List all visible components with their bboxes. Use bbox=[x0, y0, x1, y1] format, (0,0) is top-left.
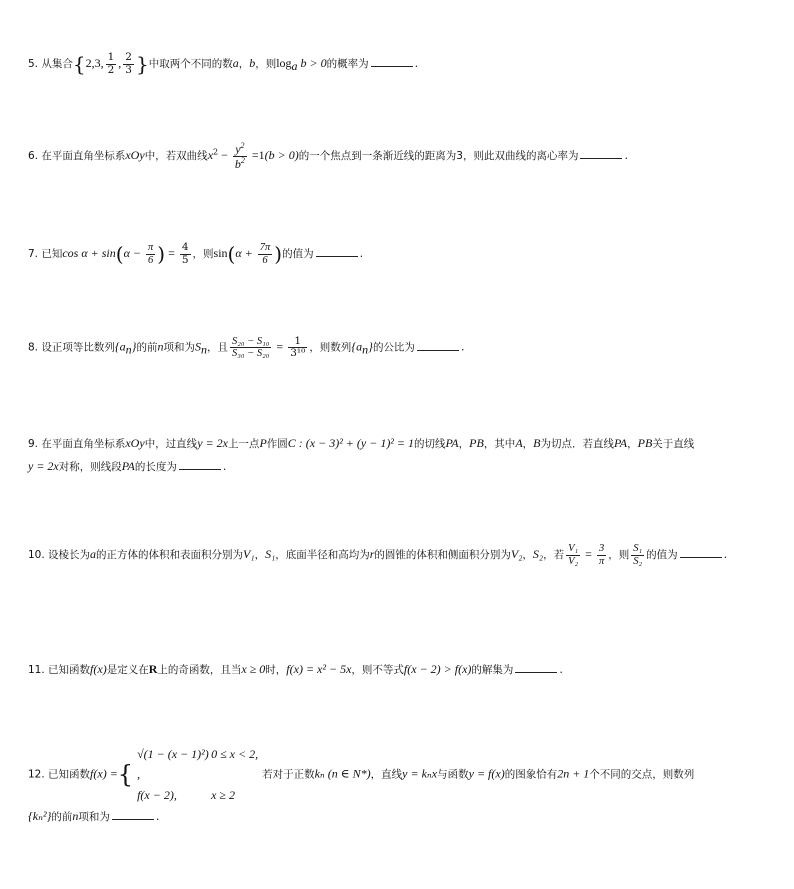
q7-text-1: 7. 已知 bbox=[28, 248, 63, 260]
q5-answer-blank bbox=[371, 56, 413, 67]
q8-text-6: 的公比为 bbox=[372, 341, 415, 354]
q12-n: n bbox=[72, 809, 79, 824]
q12-text-3: ，直线 bbox=[370, 768, 403, 781]
q9-circle: C : (x − 3)² + (y − 1)² = 1 bbox=[287, 436, 415, 450]
q8-answer-blank bbox=[417, 340, 459, 351]
question-11 bbox=[28, 660, 754, 679]
q5-var-a: a bbox=[232, 56, 239, 70]
q9-text-6: ，其中 bbox=[483, 438, 516, 450]
q12-text-6: 个不同的交点，则数列 bbox=[589, 768, 695, 781]
q9-A: A bbox=[515, 436, 523, 450]
q5-log: log bbox=[276, 56, 292, 70]
q8-an-close: } bbox=[131, 339, 137, 354]
q7-inner2: α + bbox=[235, 246, 256, 260]
q6-frac bbox=[233, 142, 247, 170]
q7-answer-blank bbox=[316, 246, 358, 257]
q7-expr1: cos α + sin bbox=[62, 246, 116, 260]
q12-count: 2n + 1 bbox=[557, 766, 590, 781]
q7-paren-open-1: ( bbox=[115, 242, 124, 266]
q9-PA-2: PA bbox=[614, 436, 628, 450]
q6-cond: (b > 0) bbox=[264, 148, 299, 163]
q8-an: {a bbox=[114, 339, 126, 354]
q7-frac-pi-num: π bbox=[147, 242, 154, 254]
q12-line: y = kₙx bbox=[402, 766, 438, 781]
q6-frac-den-sup: 2 bbox=[240, 155, 245, 165]
q11-fx: f(x) bbox=[90, 662, 107, 676]
q12-text-7: 的前 bbox=[51, 811, 73, 824]
q5-sep: ， bbox=[238, 58, 250, 70]
q9-PA: PA bbox=[445, 436, 459, 450]
q9-PA-3: PA bbox=[121, 459, 135, 473]
q10-frac-s bbox=[631, 543, 644, 566]
q7-frac-pi bbox=[146, 242, 155, 265]
q10-text-6: ，则 bbox=[608, 549, 630, 561]
q9-text-2: 中，过直线 bbox=[144, 438, 198, 450]
q5-text-2: 中取两个不同的数 bbox=[148, 58, 233, 70]
q6-x: x bbox=[207, 148, 214, 163]
q10-text-5: ，若 bbox=[543, 549, 565, 561]
q7-frac-val bbox=[180, 242, 191, 265]
q6-frac-num bbox=[233, 142, 247, 157]
q8-n: n bbox=[157, 339, 164, 354]
q12-brace: { bbox=[117, 760, 134, 789]
q8-end: . bbox=[460, 340, 465, 354]
q9-text-9: 对称，则线段 bbox=[58, 461, 122, 473]
q10-V2: V₂ bbox=[510, 547, 523, 561]
q6-frac-den bbox=[233, 157, 247, 171]
q7-paren-close-2: ) bbox=[274, 242, 283, 266]
q6-minus: − bbox=[218, 148, 231, 163]
q7-text-2: ，则 bbox=[192, 248, 214, 260]
q8-an-sub-2: n bbox=[362, 342, 369, 357]
q12-kn: kₙ (n ∈ N*) bbox=[314, 766, 371, 781]
q5-end: . bbox=[414, 57, 419, 70]
q9-text-10: 的长度为 bbox=[134, 461, 177, 473]
q10-sep-1: ， bbox=[254, 549, 266, 561]
q11-text-2: 是定义在 bbox=[106, 664, 149, 676]
q8-frac-r-den: 3¹⁰ bbox=[290, 347, 306, 360]
q6-frac-num-y: y bbox=[235, 142, 241, 156]
q11-text-3: 上的奇函数，且当 bbox=[157, 664, 242, 676]
q9-text-3: 上一点 bbox=[227, 438, 260, 450]
question-10 bbox=[28, 540, 754, 569]
q10-end: . bbox=[723, 548, 728, 561]
q8-frac-r bbox=[288, 336, 307, 359]
q9-sep-1: ， bbox=[458, 438, 470, 450]
q10-S1: S₁ bbox=[265, 547, 276, 561]
q12-end: . bbox=[155, 810, 160, 824]
q12-case-2-expr: f(x − 2), bbox=[137, 787, 177, 802]
q9-text-8: 关于直线 bbox=[652, 438, 695, 450]
question-8 bbox=[28, 336, 754, 360]
q7-sin: sin bbox=[213, 246, 228, 260]
q12-text-5: 的图象恰有 bbox=[504, 768, 558, 781]
q9-PB-2: PB bbox=[637, 436, 653, 450]
q10-text-2: 的正方体的体积和表面积分别为 bbox=[96, 549, 244, 561]
q8-frac-s bbox=[230, 336, 271, 359]
q8-text-1: 8. 设正项等比数列 bbox=[28, 341, 115, 354]
question-7 bbox=[28, 238, 754, 270]
q5-text-1: 5. 从集合 bbox=[28, 58, 73, 70]
q10-frac-p-den: π bbox=[598, 555, 605, 567]
q12-fx: f(x) = bbox=[90, 766, 118, 781]
q5-set-open: { bbox=[72, 52, 86, 76]
q11-answer-blank bbox=[515, 662, 557, 673]
q8-text-2: 的前 bbox=[136, 341, 158, 354]
q12-seq: {kₙ²} bbox=[28, 809, 52, 824]
q7-text-3: 的值为 bbox=[282, 248, 314, 260]
q5-text-4: 的概率为 bbox=[326, 58, 369, 70]
q8-text-5: ，则数列 bbox=[309, 341, 352, 354]
q8-an-2: {a bbox=[351, 339, 363, 354]
q10-frac-s-num: S₁ bbox=[633, 543, 643, 555]
question-5 bbox=[28, 48, 754, 80]
q10-eq: = bbox=[582, 547, 595, 561]
q5-frac-1 bbox=[106, 52, 117, 75]
q12-case-2-cond: x ≥ 2 bbox=[211, 787, 235, 802]
q10-S2: S₂ bbox=[532, 547, 544, 561]
question-12 bbox=[28, 744, 754, 828]
q10-text-7: 的值为 bbox=[646, 549, 678, 561]
q10-answer-blank bbox=[680, 547, 722, 558]
q10-frac-s-den: S₂ bbox=[633, 555, 643, 567]
q7-inner1: α − bbox=[123, 246, 144, 260]
q10-frac-p-num: 3 bbox=[597, 543, 606, 555]
q10-frac-p bbox=[597, 543, 606, 566]
q5-frac-1-num: 1 bbox=[107, 51, 115, 64]
q10-text-3: ，底面半径和高均为 bbox=[275, 549, 370, 561]
q10-V1: V₁ bbox=[243, 547, 255, 561]
q11-def: f(x) = x² − 5x bbox=[286, 662, 352, 676]
q9-PB: PB bbox=[469, 436, 484, 450]
q9-text-4: 作圆 bbox=[266, 438, 288, 450]
q7-frac-pi-den: 6 bbox=[147, 254, 154, 266]
q9-sep-2: ， bbox=[522, 438, 534, 450]
q11-text-1: 11. 已知函数 bbox=[28, 664, 91, 676]
q7-frac-pi2-num: 7π bbox=[259, 242, 271, 254]
q7-frac-val-num: 4 bbox=[181, 241, 189, 254]
q9-B: B bbox=[533, 436, 541, 450]
q7-end: . bbox=[359, 247, 364, 260]
q10-frac-v-num: V₁ bbox=[568, 543, 579, 555]
q7-paren-close-1: ) bbox=[157, 242, 166, 266]
q12-answer-blank bbox=[112, 809, 154, 820]
q8-sn: S bbox=[194, 339, 201, 354]
q10-sep-2: ， bbox=[522, 549, 533, 561]
q8-an-sub: n bbox=[125, 342, 132, 357]
q11-text-6: 的解集为 bbox=[471, 664, 514, 676]
q9-answer-blank bbox=[179, 459, 221, 470]
q5-set-close: } bbox=[135, 52, 149, 76]
q9-P: P bbox=[259, 436, 267, 450]
q5-frac-1-den: 2 bbox=[107, 63, 115, 76]
q10-frac-v-den: V₂ bbox=[568, 555, 579, 567]
q5-frac-2-den: 3 bbox=[125, 63, 132, 76]
q11-end: . bbox=[559, 663, 563, 676]
q7-frac-pi2 bbox=[258, 242, 273, 265]
q6-frac-num-sup: 2 bbox=[240, 141, 245, 150]
q7-eq: = bbox=[165, 246, 178, 260]
q10-frac-v bbox=[566, 543, 580, 566]
q12-text-1: 12. 已知函数 bbox=[28, 768, 91, 781]
q11-cond: x ≥ 0 bbox=[241, 662, 266, 676]
q12-text-2: 若对于正数 bbox=[262, 768, 315, 781]
q8-frac-s-num: S₂₀ − S₁₀ bbox=[231, 336, 270, 347]
q9-line2-eq: y = 2x bbox=[28, 459, 59, 473]
q12-case-1-expr: √(1 − (x − 1)²) , bbox=[137, 747, 209, 782]
q5-frac-2-num: 2 bbox=[125, 51, 132, 64]
q8-sn-sub: n bbox=[200, 342, 207, 357]
q8-text-4: ，且 bbox=[206, 341, 228, 354]
q6-sup: 2 bbox=[213, 147, 219, 157]
q6-text-2: 中，若双曲线 bbox=[144, 150, 208, 163]
q10-r: r bbox=[369, 547, 375, 561]
q6-answer-blank bbox=[580, 148, 622, 159]
q10-text-1: 10. 设棱长为 bbox=[28, 549, 91, 561]
q12-case-1 bbox=[137, 744, 258, 785]
q8-eq: = bbox=[273, 339, 287, 354]
q11-ineq: f(x − 2) > f(x) bbox=[403, 662, 472, 676]
q11-text-4: 时， bbox=[265, 664, 287, 676]
q5-log-rest: b > 0 bbox=[297, 56, 327, 70]
q5-log-sub: a bbox=[291, 59, 298, 74]
q8-frac-s-den: S₃₀ − S₂₀ bbox=[231, 348, 270, 360]
q9-text-7: 为切点．若直线 bbox=[540, 438, 614, 450]
q9-line-eq: y = 2x bbox=[197, 436, 228, 450]
q6-text-3: 的一个焦点到一条渐近线的距离为3，则此双曲线的离心率为 bbox=[298, 150, 579, 163]
q8-text-3: 项和为 bbox=[163, 341, 195, 354]
q5-text-3: ，则 bbox=[255, 58, 277, 70]
q12-case-2 bbox=[137, 785, 258, 805]
q8-frac-r-num: 1 bbox=[288, 336, 307, 348]
q6-frac-den-b: b bbox=[234, 156, 241, 171]
q7-frac-val-den: 5 bbox=[181, 253, 189, 266]
q6-xoy: xOy bbox=[125, 148, 145, 163]
q5-set-a: 2,3, bbox=[85, 56, 104, 70]
q10-text-4: 的圆锥的体积和侧面积分别为 bbox=[374, 549, 511, 561]
q12-text-4: 与函数 bbox=[437, 768, 469, 781]
q11-R: R bbox=[148, 662, 158, 676]
q11-text-5: ，则不等式 bbox=[351, 664, 404, 676]
q12-case-1-cond: 0 ≤ x < 2, bbox=[211, 747, 259, 761]
q5-frac-2 bbox=[123, 52, 134, 75]
question-6 bbox=[28, 142, 754, 170]
q9-sep-3: ， bbox=[627, 438, 638, 450]
q8-an-close-2: } bbox=[368, 339, 373, 354]
q10-a: a bbox=[90, 547, 97, 561]
q6-text-1: 6. 在平面直角坐标系 bbox=[28, 150, 126, 163]
q12-yf: y = f(x) bbox=[468, 766, 505, 781]
q6-eq: =1 bbox=[248, 148, 265, 163]
q6-end: . bbox=[624, 149, 628, 163]
q12-piecewise bbox=[137, 744, 258, 805]
q9-xoy: xOy bbox=[125, 436, 145, 450]
q7-paren-open-2: ( bbox=[227, 242, 236, 266]
q9-text-5: 的切线 bbox=[414, 438, 446, 450]
q9-text-1: 9. 在平面直角坐标系 bbox=[28, 438, 126, 450]
q12-text-8: 项和为 bbox=[78, 811, 110, 824]
q5-comma: , bbox=[118, 56, 122, 70]
q5-var-b: b bbox=[249, 56, 256, 70]
q9-end: . bbox=[222, 460, 227, 473]
question-9 bbox=[28, 432, 754, 478]
q7-frac-pi2-den: 6 bbox=[262, 254, 268, 266]
